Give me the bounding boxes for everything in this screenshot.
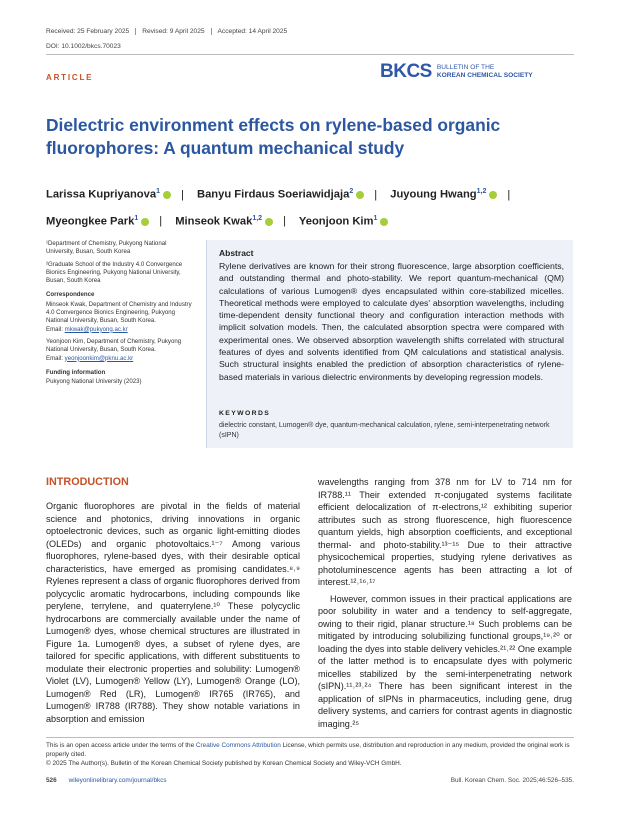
journal-url[interactable]: wileyonlinelibrary.com/journal/bkcs <box>68 777 167 784</box>
funding-text: Pukyong National University (2023) <box>46 378 142 386</box>
received-date: Received: 25 February 2025 <box>46 28 136 35</box>
journal-logo[interactable] <box>380 61 533 83</box>
page-number: 526 <box>46 777 57 784</box>
logo-mark: BKCS <box>380 61 432 82</box>
correspondence-2 <box>46 338 196 363</box>
author-name[interactable]: Larissa Kupriyanova <box>46 188 157 201</box>
license-text-post: License, which permits use, distribution and reproduction in any medium, provided the original work is properly cited. <box>46 742 570 758</box>
email-label: Email: <box>46 325 63 333</box>
author-name[interactable]: Banyu Firdaus Soeriawidjaja <box>196 188 350 201</box>
copyright-line: © 2025 The Author(s). Bulletin of the Korean Chemical Society published by Korean Chemical Society and Wiley-VCH GmbH. <box>46 760 402 767</box>
article-type-label: ARTICLE <box>46 73 94 82</box>
author-affiliation: 1,2 <box>476 188 487 195</box>
license-notice <box>46 741 574 768</box>
correspondence-2-text: Yeonjoon Kim, Department of Chemistry, Pukyong National University, Busan, South Korea. <box>46 337 182 354</box>
affiliation-1: ¹Department of Chemistry, Pukyong National University, Busan, South Korea <box>46 240 167 256</box>
correspondence-heading: Correspondence <box>46 291 95 299</box>
footer-divider <box>46 737 574 738</box>
abstract-text: Rylene derivatives are known for their strong fluorescence, large absorption coefficients, and outstanding thermal and photo-stability. We report quantum-mechanical (QM) calculations of various Lumogen® dyes encapsulated within core-stabilized micelles. Theoretical methods were employed to calculate dyes' absorption wavelengths, including time-dependent density functional theory and configuration interaction methods with implicit solvation models. Then, the calculated absorption spectra were compared with experimental ones. We observed absorption wavelength shifts correlated with structural features of dyes and solvents identified from QM calculations and statistical analysis. Such structural insights enabled the prediction of absorption characteristics of rylene-based materials in various dielectric environments by developing regression models. <box>219 261 564 382</box>
author-affiliation: 1 <box>373 214 378 222</box>
logo-line-1: BULLETIN OF THE <box>436 64 495 71</box>
body-column-right <box>318 476 572 730</box>
keywords-text: dielectric constant, Lumogen® dye, quantum-mechanical calculation, rylene, semi-interpenetrating network (sIPN) <box>219 422 550 439</box>
author-affiliation: 2 <box>349 188 354 195</box>
author-affiliation: 1 <box>156 188 160 195</box>
article-dates <box>46 28 293 35</box>
email-label: Email: <box>46 354 63 362</box>
author-name[interactable]: Myeongkee Park <box>46 215 135 228</box>
correspondence-1 <box>46 301 196 334</box>
author-separator: | <box>159 215 163 228</box>
body-column-left: Organic fluorophores are pivotal in the fields of material science and photonics, driving innovations in organic optoelectronic devices, such as organic light-emitting diodes (OLEDs) and organic photovoltaics.¹⁻⁷ Among various fluorophores, rylene-based dyes, with their desirable optical characteristics, have emerged as promising candidates.⁸˒⁹ Rylenes represent a class of organic fluorophores derived from polycyclic aromatic hydrocarbons, including compounds like perylene, terrylene, and quaterrylene.¹⁰ These polycyclic hydrocarbons are commercially available under the name of Lumogen® dyes, whose chemical structures are illustrated in Figure 1a. Lumogen® dyes, a subset of rylene dyes, are tailored for specific applications, with different substituents to modulate their electronic properties and solubility: Lumogen® Violet (LV), Lumogen® Yellow (LY), Lumogen® Orange (LO), Lumogen® Red (LR), Lumogen® IR765 (IR765), and Lumogen® IR788 (IR788). They show notable variations in absorption and emission <box>46 501 300 724</box>
logo-text <box>437 64 533 80</box>
paragraph: However, common issues in their practical applications are poor solubility in water and a tendency to self-aggregate, owing to their rigid, planar structure.¹⁸ Such problems can be mitigated by introducing solubilizing functional groups,¹⁹˒²⁰ or loading the dyes into stable delivery vehicles.²¹˒²² One example of the latter method is to encapsulate dyes with polymeric micelles stabilized by the semi-interpenetrating network (sIPN).¹¹˒²³˒²⁴ There has been significant interest in the application of sIPNs in pharmaceutics, including gene, drug delivery systems, and carriers for contrast agents in diagnostic imaging.²⁵ <box>318 593 572 729</box>
license-text-pre: This is an open access article under the terms of the <box>46 742 195 749</box>
email-link[interactable]: mkwak@pukyong.ac.kr <box>64 325 128 333</box>
page-footer <box>46 777 574 784</box>
logo-line-2: KOREAN CHEMICAL SOCIETY <box>436 72 533 79</box>
author-separator: | <box>180 188 184 201</box>
license-link[interactable]: Creative Commons Attribution <box>195 742 281 749</box>
paragraph: wavelengths ranging from 378 nm for LV to 714 nm for IR788.¹¹ Their extended π-conjugated systems facilitate efficient delocalization of π-electrons,¹² exhibiting superior attributes such as strong fluorescence, high fluorescence quantum yields, high absorption coefficients, and exceptional thermal- and photo-stability.¹³⁻¹⁵ Due to their attractive physicochemical properties, studying rylene derivatives as photoluminescence agents has been attracting a lot of interest.¹²˒¹⁶˒¹⁷ <box>318 477 572 587</box>
orcid-icon[interactable] <box>265 218 273 226</box>
doi[interactable]: DOI: 10.1002/bkcs.70023 <box>46 43 121 50</box>
paper-title: Dielectric environment effects on rylene-based organic fluorophores: A quantum mechanical study <box>46 115 501 158</box>
author-name[interactable]: Minseok Kwak <box>175 215 253 228</box>
author-name[interactable]: Yeonjoon Kim <box>298 215 374 228</box>
author-name[interactable]: Juyoung Hwang <box>390 188 477 201</box>
section-heading-introduction: INTRODUCTION <box>46 476 129 488</box>
citation: Bull. Korean Chem. Soc. 2025;46:526–535. <box>450 777 574 784</box>
author-list <box>46 180 586 233</box>
orcid-icon[interactable] <box>163 191 171 199</box>
author-affiliation: 1 <box>134 214 139 222</box>
author-separator: | <box>283 215 286 228</box>
author-separator: | <box>507 188 511 201</box>
author-separator: | <box>374 188 378 201</box>
author-affiliation: 1,2 <box>252 214 263 222</box>
orcid-icon[interactable] <box>380 218 388 226</box>
keywords-heading: KEYWORDS <box>219 410 271 417</box>
accepted-date: Accepted: 14 April 2025 <box>217 28 288 35</box>
funding-heading: Funding information <box>46 368 106 376</box>
affiliation-sidebar <box>46 240 196 390</box>
header-divider <box>46 54 574 55</box>
abstract-heading: Abstract <box>219 248 254 258</box>
affiliation-2: ²Graduate School of the Industry 4.0 Convergence Bionics Engineering, Pukyong National University, Busan, South Korea <box>46 260 183 285</box>
revised-date: Revised: 9 April 2025 <box>136 28 211 35</box>
email-link[interactable]: yeonjoonkim@pknu.ac.kr <box>64 354 134 362</box>
correspondence-1-text: Minseok Kwak, Department of Chemistry and Industry 4.0 Convergence Bionics Engineering, Pukyong National University, Busan, South Korea. <box>46 300 192 325</box>
